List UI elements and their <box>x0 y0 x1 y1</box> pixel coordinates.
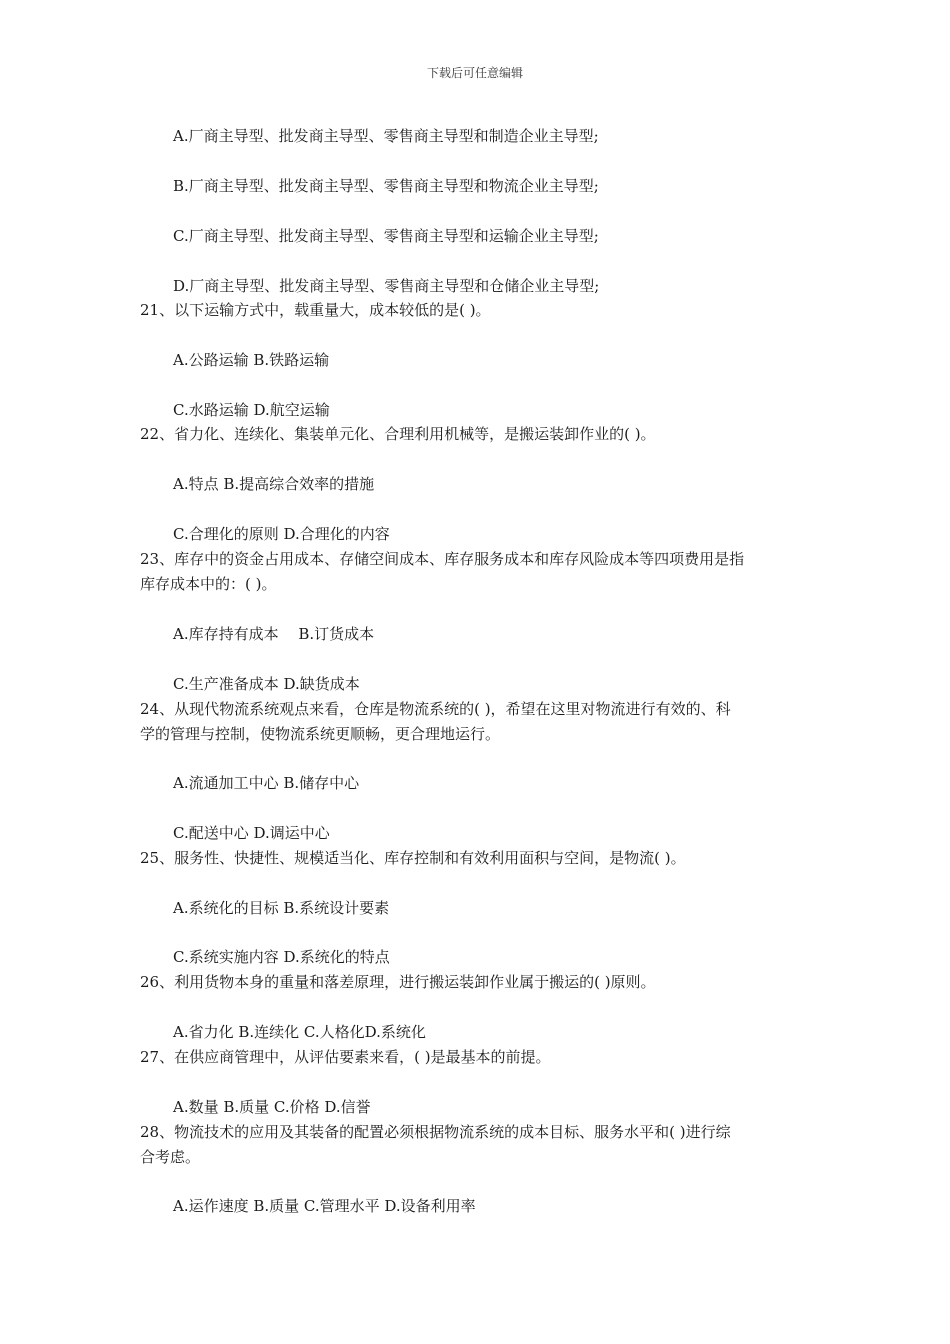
q23-options-cd: C.生产准备成本 D.缺货成本 <box>173 675 360 693</box>
q25-options-cd: C.系统实施内容 D.系统化的特点 <box>173 948 390 966</box>
q27-question: 27、在供应商管理中，从评估要素来看，( )是最基本的前提。 <box>140 1048 551 1066</box>
q22-options-ab: A.特点 B.提高综合效率的措施 <box>173 475 375 493</box>
q27-options: A.数量 B.质量 C.价格 D.信誉 <box>173 1098 371 1116</box>
q20-option-b: B.厂商主导型、批发商主导型、零售商主导型和物流企业主导型; <box>173 177 599 195</box>
page-header: 下载后可任意编辑 <box>426 66 523 80</box>
q24-question-line1: 24、从现代物流系统观点来看，仓库是物流系统的( )，希望在这里对物流进行有效的、科 <box>140 700 731 718</box>
q28-question-line2: 合考虑。 <box>140 1148 201 1166</box>
q20-option-c: C.厂商主导型、批发商主导型、零售商主导型和运输企业主导型; <box>173 227 599 245</box>
q24-question-line2: 学的管理与控制，使物流系统更顺畅，更合理地运行。 <box>140 725 501 743</box>
q20-option-a: A.厂商主导型、批发商主导型、零售商主导型和制造企业主导型; <box>173 127 599 145</box>
q20-option-d: D.厂商主导型、批发商主导型、零售商主导型和仓储企业主导型; <box>173 277 600 295</box>
q24-options-ab: A.流通加工中心 B.储存中心 <box>173 774 360 792</box>
q25-question: 25、服务性、快捷性、规模适当化、库存控制和有效利用面积与空间，是物流( )。 <box>140 849 686 867</box>
q28-question-line1: 28、物流技术的应用及其装备的配置必须根据物流系统的成本目标、服务水平和( )进行综 <box>140 1123 731 1141</box>
q25-options-ab: A.系统化的目标 B.系统设计要素 <box>173 899 390 917</box>
q23-question-line2: 库存成本中的：( )。 <box>140 575 277 593</box>
q26-question: 26、利用货物本身的重量和落差原理，进行搬运装卸作业属于搬运的( )原则。 <box>140 973 656 991</box>
q23-question-line1: 23、库存中的资金占用成本、存储空间成本、库存服务成本和库存风险成本等四项费用是指 <box>140 550 745 568</box>
q22-options-cd: C.合理化的原则 D.合理化的内容 <box>173 525 390 543</box>
q21-options-ab: A.公路运输 B.铁路运输 <box>173 351 330 369</box>
q21-question: 21、以下运输方式中，载重量大，成本较低的是( )。 <box>140 301 491 319</box>
q22-question: 22、省力化、连续化、集装单元化、合理利用机械等，是搬运装卸作业的( )。 <box>140 425 656 443</box>
q23-options-ab: A.库存持有成本 B.订货成本 <box>173 625 375 643</box>
q21-options-cd: C.水路运输 D.航空运输 <box>173 401 330 419</box>
q24-options-cd: C.配送中心 D.调运中心 <box>173 824 330 842</box>
q28-options: A.运作速度 B.质量 C.管理水平 D.设备利用率 <box>173 1197 476 1215</box>
q26-options: A.省力化 B.连续化 C.人格化D.系统化 <box>173 1023 426 1041</box>
